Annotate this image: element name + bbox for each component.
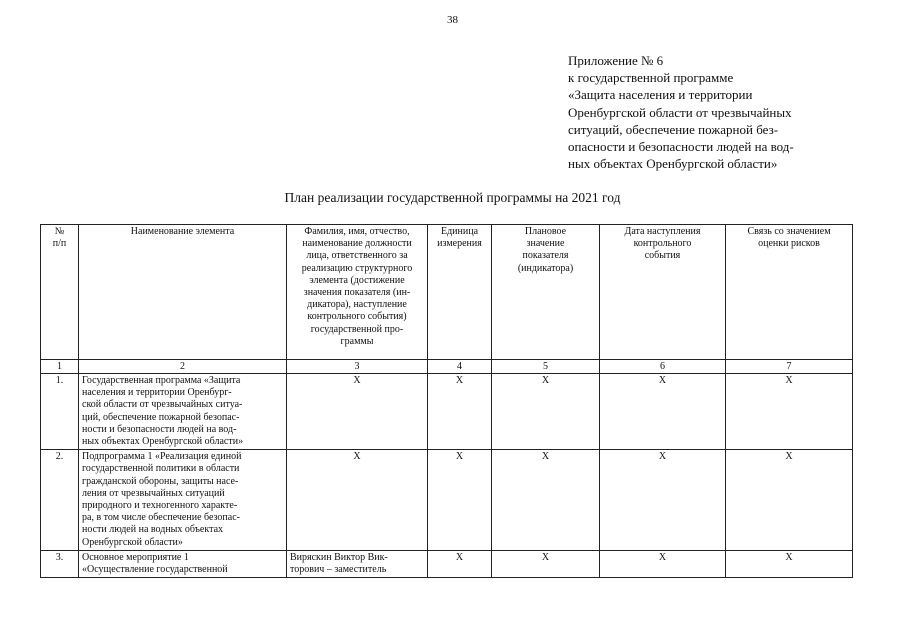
text-line: торович – заместитель [290,564,387,576]
appendix-line: Приложение № 6 [568,53,664,68]
text-line: ления от чрезвычайных ситуаций [82,487,225,499]
text-line: населения и территории Оренбург- [82,387,232,399]
text-line: гражданской обороны, защиты насе- [82,475,239,487]
text-line: Фамилия, имя, отчество, [304,226,410,237]
row-num: 2. [41,450,79,551]
text-line: п/п [52,238,67,250]
header-date [600,225,726,360]
plan-table [40,224,853,578]
text-line: наименование должности [302,238,412,250]
column-number: 2 [79,360,287,374]
text-line: дикатора), наступление [307,299,407,311]
text-line: ности людей на водных объектах [82,524,224,536]
row-num: 1. [41,374,79,450]
header-name [79,225,287,360]
text-line: измерения [437,238,482,250]
header-unit [428,225,492,360]
text-line: № [54,226,65,237]
column-number-row [41,360,853,374]
header-num [41,225,79,360]
text-line: значение [526,238,565,250]
text-line: Виряскин Виктор Вик- [290,551,388,563]
text-line: природного и техногенного характе- [82,500,238,512]
row-unit: Х [428,374,492,450]
text-line: Единица [440,226,479,237]
appendix-line: Оренбургской области от чрезвычайных [568,104,792,120]
row-risk: Х [726,550,853,577]
text-line: Плановое [524,226,567,237]
text-line: Наименование элемента [130,226,235,237]
column-number: 6 [600,360,726,374]
text-line: граммы [340,335,374,347]
text-line: ра, в том числе обеспечение безопас- [82,512,240,524]
header-responsible [287,225,428,360]
row-date: Х [600,450,726,551]
text-line: контрольного события) [307,311,407,323]
appendix-line: к государственной программе [568,70,734,86]
row-planned: Х [492,450,600,551]
text-line: Дата наступления [624,226,701,237]
text-line: (индикатора) [517,262,574,274]
column-number: 3 [287,360,428,374]
row-risk: Х [726,374,853,450]
column-number: 1 [41,360,79,374]
table-row [41,550,853,577]
row-name [79,374,287,450]
row-planned: Х [492,374,600,450]
row-planned: Х [492,550,600,577]
row-date: Х [600,550,726,577]
text-line: элемента (достижение [309,274,405,286]
row-unit: Х [428,450,492,551]
text-line: ных объектах Оренбургской области» [82,436,244,448]
column-number: 5 [492,360,600,374]
column-number: 7 [726,360,853,374]
text-line: ской области от чрезвычайных ситуа- [82,399,243,411]
appendix-line: опасности и безопасности людей на вод- [568,139,794,155]
header-row [41,225,853,360]
text-line: события [644,250,681,262]
row-responsible [287,550,428,577]
row-name [79,450,287,551]
row-num: 3. [41,550,79,577]
text-line: Х [353,375,361,386]
page-number: 38 [447,14,458,26]
text-line: Государственная программа «Защита [82,375,241,386]
appendix-caption [568,52,858,172]
text-line: ности и безопасности людей на вод- [82,423,237,435]
row-date: Х [600,374,726,450]
column-number: 4 [428,360,492,374]
text-line: «Осуществление государственной [82,564,228,576]
table-row [41,374,853,450]
row-name [79,550,287,577]
text-line: ций, обеспечение пожарной безопас- [82,411,240,423]
plan-title: План реализации государственной программы на 2021 год [284,190,621,205]
header-planned [492,225,600,360]
row-unit: Х [428,550,492,577]
text-line: государственной про- [310,323,404,335]
text-line: Х [353,451,361,463]
appendix-line: ных объектах Оренбургской области» [568,156,778,172]
row-responsible [287,374,428,450]
text-line: Связь со значением [747,226,831,237]
appendix-line: ситуаций, обеспечение пожарной без- [568,121,779,137]
text-line: реализацию структурного [301,262,413,274]
text-line: контрольного [633,238,692,250]
text-line: оценки рисков [758,238,820,250]
text-line: Основное мероприятие 1 [82,551,189,563]
text-line: Подпрограмма 1 «Реализация единой [82,451,242,463]
text-line: Оренбургской области» [82,536,183,548]
table-row [41,450,853,551]
appendix-line: «Защита населения и территории [568,87,753,103]
text-line: лица, ответственного за [306,250,408,262]
text-line: показателя [522,250,569,262]
row-responsible [287,450,428,551]
row-risk: Х [726,450,853,551]
header-risk [726,225,853,360]
text-line: значения показателя (ин- [303,287,411,299]
text-line: государственной политики в области [82,463,240,475]
